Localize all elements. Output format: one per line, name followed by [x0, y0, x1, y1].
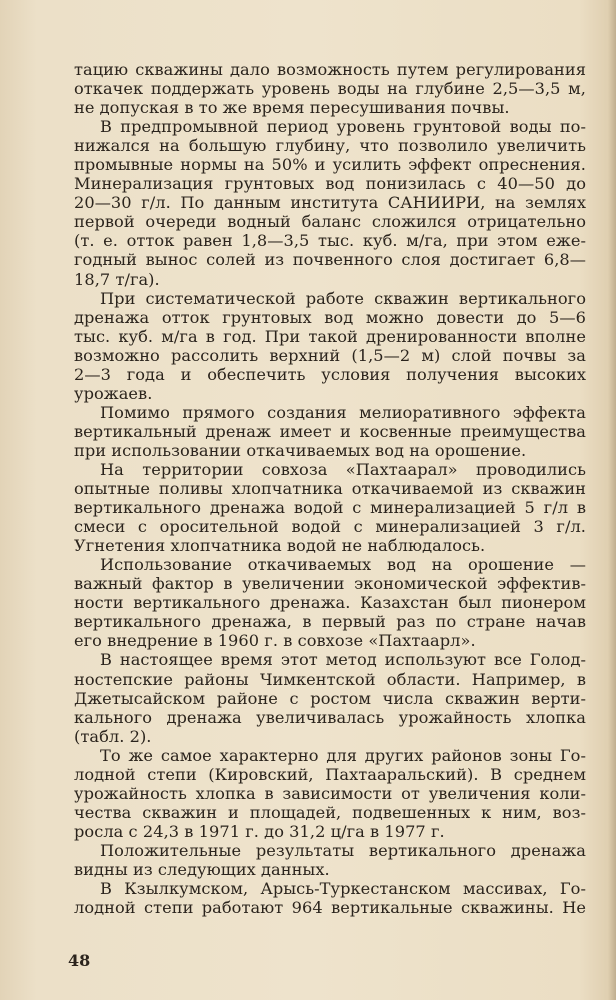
text-line: (табл. 2). [74, 726, 152, 746]
text-line: опытные поливы хлопчатника откачиваемой из скважин [74, 479, 586, 499]
body-text [74, 60, 586, 917]
text-line: не допуская в то же время пересушивания почвы. [74, 98, 510, 118]
text-line: первой очереди водный баланс сложился отрицательно [74, 212, 586, 232]
text-line: ностепские районы Чимкентской области. Например, в [74, 669, 586, 689]
text-line: Угнетения хлопчатника водой не наблюдалось. [74, 536, 486, 556]
text-line: при использовании откачиваемых вод на орошение. [74, 440, 527, 460]
text-line: Джетысайском районе с ростом числа скважин верти- [74, 688, 586, 708]
text-line: Минерализация грунтовых вод понизилась с 40—50 до [74, 174, 586, 194]
text-line: вертикального дренажа водой с минерализацией 5 г/л в [74, 498, 586, 518]
text-line: тацию скважины дало возможность путем регулирования [74, 60, 586, 79]
text-line: В предпромывной период уровень грунтовой воды по- [100, 117, 586, 137]
text-line: (т. е. отток равен 1,8—3,5 тыс. куб. м/га, при этом еже- [74, 231, 586, 251]
text-line: урожайность хлопка в зависимости от увеличения коли- [74, 783, 586, 803]
page-number: 48 [68, 951, 91, 970]
text-line: видны из следующих данных. [74, 859, 330, 879]
text-line: ности вертикального дренажа. Казахстан был пионером [74, 593, 586, 613]
text-line: кального дренажа увеличивалась урожайность хлопка [74, 707, 586, 727]
text-line: 20—30 г/л. По данным института САНИИРИ, на землях [74, 193, 586, 213]
text-line: вертикальный дренаж имеет и косвенные преимущества [74, 421, 586, 441]
text-line: возможно рассолить верхний (1,5—2 м) слой почвы за [74, 345, 586, 365]
text-line: его внедрение в 1960 г. в совхозе «Пахтаарл». [74, 631, 476, 651]
text-line: вертикального дренажа, в первый раз по стране начав [74, 612, 586, 632]
text-line: В настоящее время этот метод используют все Голод- [100, 650, 586, 670]
text-line: Помимо прямого создания мелиоративного эффекта [100, 402, 586, 422]
text-line: годный вынос солей из почвенного слоя достигает 6,8— [74, 250, 586, 270]
text-line: тыс. куб. м/га в год. При такой дренированности вполне [74, 326, 586, 346]
text-line: дренажа отток грунтовых вод можно довести до 5—6 [74, 307, 586, 327]
text-line: откачек поддержать уровень воды на глубине 2,5—3,5 м, [74, 79, 586, 99]
text-line: урожаев. [74, 383, 153, 403]
text-line: 18,7 т/га). [74, 269, 160, 289]
text-line: нижался на большую глубину, что позволило увеличить [74, 136, 586, 156]
text-line: На территории совхоза «Пахтаарал» проводились [100, 459, 586, 479]
text-line: При систематической работе скважин вертикального [100, 288, 586, 308]
text-line: лодной степи работают 964 вертикальные скважины. Не [74, 898, 586, 918]
text-line: смеси с оросительной водой с минерализацией 3 г/л. [74, 517, 586, 537]
text-line: промывные нормы на 50% и усилить эффект опреснения. [74, 155, 586, 175]
text-line: важный фактор в увеличении экономической эффектив- [74, 574, 586, 594]
text-line: чества скважин и площадей, подвешенных к ним, воз- [74, 802, 586, 822]
text-line: 2—3 года и обеспечить условия получения высоких [74, 364, 586, 384]
text-line: лодной степи (Кировский, Пахтааральский). В среднем [74, 764, 586, 784]
text-line: росла с 24,3 в 1971 г. до 31,2 ц/га в 1977 г. [74, 821, 445, 841]
text-line: То же самое характерно для других районов зоны Го- [100, 745, 586, 765]
text-line: В Кзылкумском, Арысь-Туркестанском массивах, Го- [100, 879, 586, 899]
text-line: Использование откачиваемых вод на орошение — [100, 555, 586, 575]
text-line: Положительные результаты вертикального дренажа [100, 840, 586, 860]
